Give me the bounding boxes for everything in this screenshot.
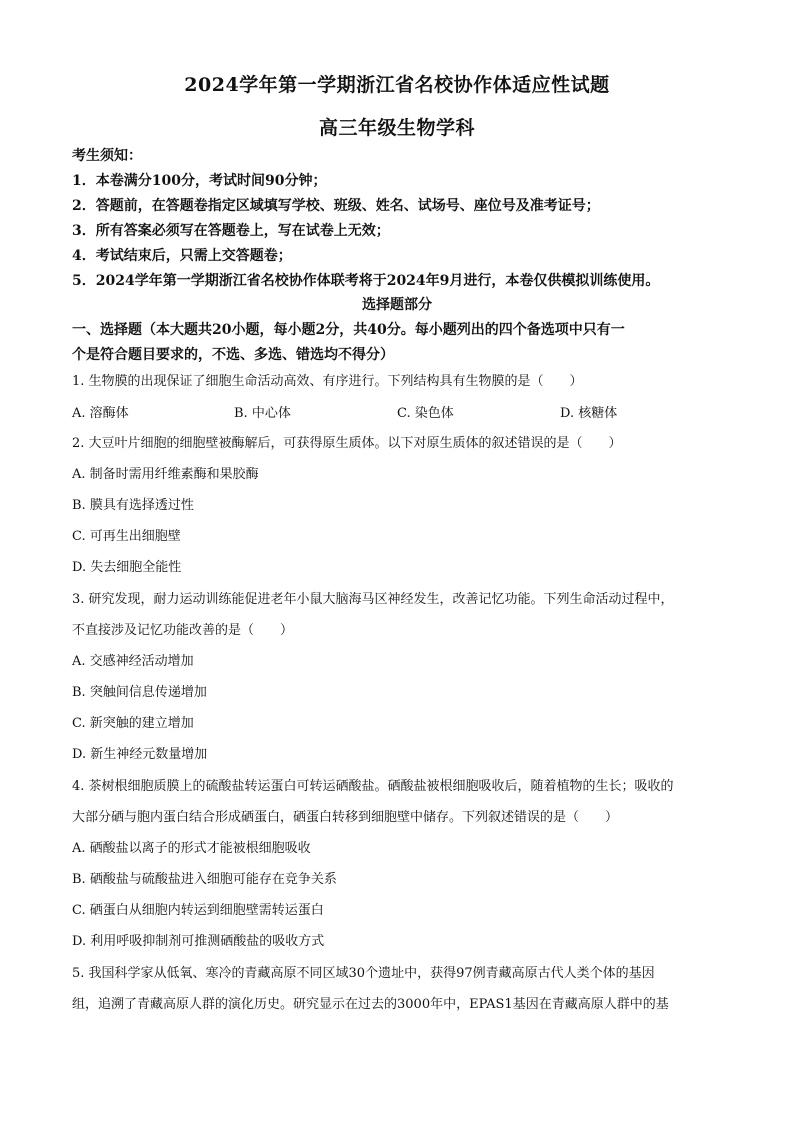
question-stem: 组，追溯了青藏高原人群的演化历史。研究显示在过去的3000年中，EPAS1基因在青藏高原人群中的基 xyxy=(72,997,669,1012)
option: C. 可再生出细胞壁 xyxy=(72,529,181,544)
option: A. 交感神经活动增加 xyxy=(72,654,194,669)
question-stem: 5. 我国科学家从低氧、寒冷的青藏高原不同区域30个遗址中，获得97例青藏高原古代人类个体的基因 xyxy=(72,966,655,981)
option: A. 制备时需用纤维素酶和果胶酶 xyxy=(72,467,259,482)
option: C. 染色体 xyxy=(397,406,454,421)
question-stem: 3. 研究发现，耐力运动训练能促进老年小鼠大脑海马区神经发生，改善记忆功能。下列生命活动过程中， xyxy=(72,592,674,607)
notice-heading: 考生须知： xyxy=(72,148,142,164)
option: B. 突触间信息传递增加 xyxy=(72,685,207,700)
notice-item: 3．所有答案必须写在答题卷上，写在试卷上无效； xyxy=(72,223,390,239)
option: B. 硒酸盐与硫酸盐进入细胞可能存在竞争关系 xyxy=(72,872,337,887)
option: A. 硒酸盐以离子的形式才能被根细胞吸收 xyxy=(72,841,311,856)
question-stem: 4. 茶树根细胞质膜上的硫酸盐转运蛋白可转运硒酸盐。硒酸盐被根细胞吸收后，随着植物的生长；吸收的 xyxy=(72,779,674,794)
option: C. 硒蛋白从细胞内转运到细胞壁需转运蛋白 xyxy=(72,903,324,918)
section-instruction: 个是符合题目要求的，不选、多选、错选均不得分） xyxy=(72,347,394,363)
option: C. 新突触的建立增加 xyxy=(72,716,194,731)
option: D. 核糖体 xyxy=(560,406,618,421)
section-title: 选择题部分 xyxy=(362,297,432,313)
exam-subtitle: 高三年级生物学科 xyxy=(318,117,475,139)
option: D. 失去细胞全能性 xyxy=(72,560,182,575)
notice-item: 5．2024学年第一学期浙江省名校协作体联考将于2024年9月进行，本卷仅供模拟训练使用。 xyxy=(72,273,660,289)
question-stem: 1. 生物膜的出现保证了细胞生命活动高效、有序进行。下列结构具有生物膜的是（ ） xyxy=(72,374,583,389)
question-stem: 不直接涉及记忆功能改善的是（ ） xyxy=(72,623,294,638)
option: D. 新生神经元数量增加 xyxy=(72,747,208,762)
option: B. 中心体 xyxy=(234,406,291,421)
notice-item: 2．答题前，在答题卷指定区域填写学校、班级、姓名、试场号、座位号及准考证号； xyxy=(72,198,600,214)
question-stem: 大部分硒与胞内蛋白结合形成硒蛋白，硒蛋白转移到细胞壁中储存。下列叙述错误的是（ ） xyxy=(72,810,619,825)
exam-title: 2024学年第一学期浙江省名校协作体适应性试题 xyxy=(184,74,610,96)
section-instruction: 一、选择题（本大题共20小题，每小题2分，共40分。每小题列出的四个备选项中只有一 xyxy=(72,322,625,338)
question-stem: 2. 大豆叶片细胞的细胞壁被酶解后，可获得原生质体。以下对原生质体的叙述错误的是（ ） xyxy=(72,436,622,451)
option: D. 利用呼吸抑制剂可推测硒酸盐的吸收方式 xyxy=(72,934,325,949)
notice-item: 1．本卷满分100分，考试时间90分钟； xyxy=(72,173,327,189)
option: B. 膜具有选择透过性 xyxy=(72,498,194,513)
notice-item: 4．考试结束后，只需上交答题卷； xyxy=(72,248,292,264)
option: A. 溶酶体 xyxy=(72,406,129,421)
